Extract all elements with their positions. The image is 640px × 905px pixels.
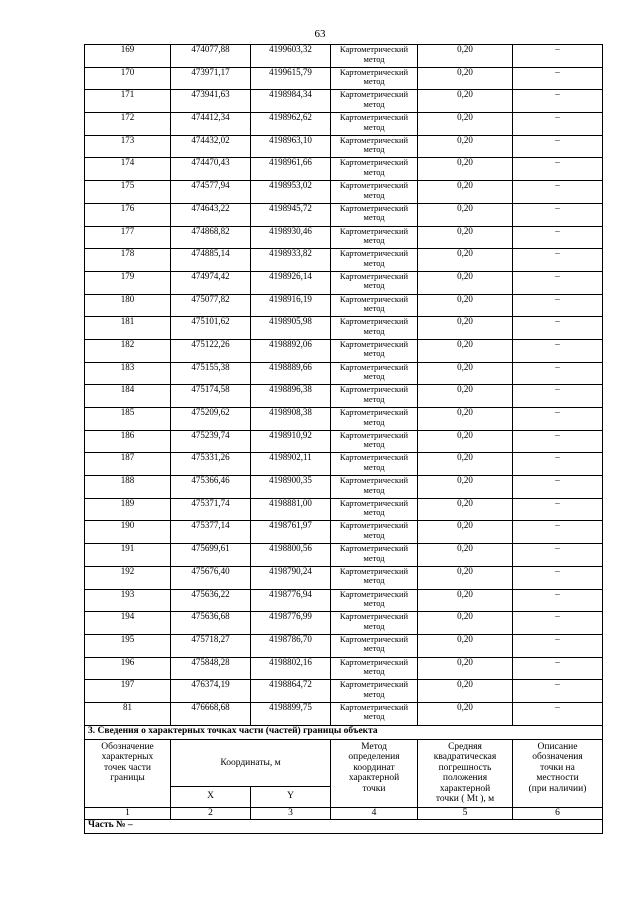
description-cell: – — [513, 453, 603, 476]
x-coordinate-cell: 475174,58 — [171, 385, 251, 408]
table-row — [85, 634, 603, 657]
method-cell — [331, 226, 418, 249]
method-line: Картометрический — [339, 657, 409, 667]
description-cell: – — [513, 612, 603, 635]
y-coordinate-cell: 4198761,97 — [251, 521, 331, 544]
column-number: 4 — [331, 807, 418, 819]
method-line: метод — [363, 98, 385, 109]
method-cell — [331, 566, 418, 589]
point-id-cell: 170 — [85, 67, 171, 90]
point-id-cell: 181 — [85, 317, 171, 340]
point-id-cell: 192 — [85, 566, 171, 589]
method-cell — [331, 521, 418, 544]
method-line: Картометрический — [339, 430, 409, 440]
x-coordinate-cell: 475366,46 — [171, 476, 251, 499]
point-id-cell: 187 — [85, 453, 171, 476]
point-id-cell: 173 — [85, 135, 171, 158]
point-id-cell: 197 — [85, 680, 171, 703]
method-line: метод — [363, 303, 385, 314]
method-line: метод — [363, 166, 385, 177]
table-row — [85, 362, 603, 385]
method-line: Картометрический — [339, 44, 409, 54]
table-row — [85, 430, 603, 453]
table-row — [85, 203, 603, 226]
method-line: метод — [363, 280, 385, 291]
method-cell — [331, 203, 418, 226]
y-coordinate-cell: 4198910,92 — [251, 430, 331, 453]
point-id-cell: 185 — [85, 408, 171, 431]
coordinates-table — [84, 44, 603, 834]
method-line: Картометрический — [339, 475, 409, 486]
column-number: 1 — [85, 807, 171, 819]
table-row — [85, 317, 603, 340]
table-row — [85, 453, 603, 476]
y-coordinate-cell: 4198892,06 — [251, 339, 331, 362]
method-line: метод — [363, 598, 385, 608]
table-row — [85, 589, 603, 612]
point-id-cell: 81 — [85, 702, 171, 725]
description-cell: – — [513, 113, 603, 136]
header-y: Y — [251, 786, 331, 807]
y-coordinate-cell: 4198916,19 — [251, 294, 331, 317]
x-coordinate-cell: 474412,34 — [171, 113, 251, 136]
x-coordinate-cell: 476668,68 — [171, 702, 251, 725]
method-line: Картометрический — [339, 248, 409, 259]
point-id-cell: 178 — [85, 249, 171, 272]
accuracy-cell: 0,20 — [418, 90, 513, 113]
description-cell: – — [513, 339, 603, 362]
table-row — [85, 521, 603, 544]
accuracy-cell: 0,20 — [418, 249, 513, 272]
table-row — [85, 249, 603, 272]
accuracy-cell: 0,20 — [418, 294, 513, 317]
description-cell: – — [513, 362, 603, 385]
y-coordinate-cell: 4198899,75 — [251, 702, 331, 725]
y-coordinate-cell: 4199615,79 — [251, 67, 331, 90]
accuracy-cell: 0,20 — [418, 113, 513, 136]
method-cell — [331, 702, 418, 725]
table-row — [85, 271, 603, 294]
x-coordinate-cell: 475636,22 — [171, 589, 251, 612]
method-line: метод — [363, 325, 385, 336]
accuracy-cell: 0,20 — [418, 702, 513, 725]
method-line: метод — [363, 575, 385, 586]
y-coordinate-cell: 4198902,11 — [251, 453, 331, 476]
coordinates-table-body — [85, 45, 603, 726]
accuracy-cell: 0,20 — [418, 158, 513, 181]
point-id-cell: 171 — [85, 90, 171, 113]
x-coordinate-cell: 475699,61 — [171, 544, 251, 567]
table-row — [85, 566, 603, 589]
method-line: Картометрический — [339, 67, 409, 77]
description-cell: – — [513, 249, 603, 272]
table-row — [85, 135, 603, 158]
table-row — [85, 680, 603, 703]
point-id-cell: 169 — [85, 45, 171, 68]
description-cell: – — [513, 430, 603, 453]
method-line: Картометрический — [339, 702, 409, 712]
point-id-cell: 196 — [85, 657, 171, 680]
method-cell — [331, 498, 418, 521]
method-line: метод — [363, 257, 385, 268]
x-coordinate-cell: 475371,74 — [171, 498, 251, 521]
x-coordinate-cell: 474432,02 — [171, 135, 251, 158]
method-line: Картометрический — [339, 157, 409, 168]
method-cell — [331, 408, 418, 431]
accuracy-cell: 0,20 — [418, 135, 513, 158]
method-line: метод — [363, 144, 385, 155]
table-row — [85, 90, 603, 113]
method-line: метод — [363, 53, 385, 64]
y-coordinate-cell: 4198926,14 — [251, 271, 331, 294]
point-id-cell: 193 — [85, 589, 171, 612]
method-line: метод — [363, 552, 385, 563]
x-coordinate-cell: 475718,27 — [171, 634, 251, 657]
method-line: Картометрический — [339, 362, 409, 372]
method-line: метод — [363, 212, 385, 223]
y-coordinate-cell: 4198881,00 — [251, 498, 331, 521]
accuracy-cell: 0,20 — [418, 566, 513, 589]
method-line: метод — [363, 711, 385, 722]
method-line: Картометрический — [339, 226, 409, 236]
method-line: Картометрический — [339, 543, 409, 554]
method-line: Картометрический — [339, 407, 409, 417]
description-cell: – — [513, 90, 603, 113]
accuracy-cell: 0,20 — [418, 589, 513, 612]
y-coordinate-cell: 4198905,98 — [251, 317, 331, 340]
method-line: метод — [363, 416, 385, 427]
method-cell — [331, 385, 418, 408]
method-cell — [331, 181, 418, 204]
y-coordinate-cell: 4198930,46 — [251, 226, 331, 249]
section3-header-row — [85, 739, 603, 786]
description-cell: – — [513, 271, 603, 294]
description-cell: – — [513, 634, 603, 657]
column-number: 2 — [171, 807, 251, 819]
table-row — [85, 657, 603, 680]
description-cell: – — [513, 385, 603, 408]
point-id-cell: 172 — [85, 113, 171, 136]
accuracy-cell: 0,20 — [418, 362, 513, 385]
x-coordinate-cell: 475209,62 — [171, 408, 251, 431]
x-coordinate-cell: 474577,94 — [171, 181, 251, 204]
column-number: 6 — [513, 807, 603, 819]
description-cell: – — [513, 589, 603, 612]
accuracy-cell: 0,20 — [418, 271, 513, 294]
method-line: Картометрический — [339, 112, 409, 123]
accuracy-cell: 0,20 — [418, 657, 513, 680]
y-coordinate-cell: 4198790,24 — [251, 566, 331, 589]
x-coordinate-cell: 474643,22 — [171, 203, 251, 226]
point-id-cell: 184 — [85, 385, 171, 408]
method-line: метод — [363, 348, 385, 359]
method-cell — [331, 67, 418, 90]
description-cell: – — [513, 408, 603, 431]
accuracy-cell: 0,20 — [418, 430, 513, 453]
description-cell: – — [513, 544, 603, 567]
y-coordinate-cell: 4198945,72 — [251, 203, 331, 226]
method-cell — [331, 45, 418, 68]
point-id-cell: 191 — [85, 544, 171, 567]
y-coordinate-cell: 4198864,72 — [251, 680, 331, 703]
accuracy-cell: 0,20 — [418, 634, 513, 657]
method-line: метод — [363, 529, 385, 540]
method-cell — [331, 271, 418, 294]
description-cell: – — [513, 317, 603, 340]
page-number: 63 — [314, 28, 326, 40]
x-coordinate-cell: 476374,19 — [171, 680, 251, 703]
description-cell: – — [513, 135, 603, 158]
accuracy-cell: 0,20 — [418, 521, 513, 544]
description-cell: – — [513, 702, 603, 725]
method-cell — [331, 362, 418, 385]
description-cell: – — [513, 158, 603, 181]
method-cell — [331, 657, 418, 680]
table-row — [85, 158, 603, 181]
method-line: Картометрический — [339, 339, 409, 349]
method-cell — [331, 135, 418, 158]
description-cell: – — [513, 680, 603, 703]
method-cell — [331, 634, 418, 657]
method-line: метод — [363, 461, 385, 472]
accuracy-cell: 0,20 — [418, 680, 513, 703]
description-cell: – — [513, 45, 603, 68]
method-line: Картометрический — [339, 135, 409, 145]
description-cell: – — [513, 294, 603, 317]
y-coordinate-cell: 4198800,56 — [251, 544, 331, 567]
point-id-cell: 194 — [85, 612, 171, 635]
description-cell: – — [513, 566, 603, 589]
point-id-cell: 183 — [85, 362, 171, 385]
method-line: Картометрический — [339, 203, 409, 213]
method-line: метод — [363, 371, 385, 382]
method-cell — [331, 90, 418, 113]
method-cell — [331, 113, 418, 136]
point-id-cell: 188 — [85, 476, 171, 499]
accuracy-cell: 0,20 — [418, 612, 513, 635]
method-line: Картометрический — [339, 180, 409, 191]
method-cell — [331, 453, 418, 476]
method-cell — [331, 249, 418, 272]
method-line: Картометрический — [339, 589, 409, 599]
y-coordinate-cell: 4198776,94 — [251, 589, 331, 612]
method-line: Картометрический — [339, 634, 409, 644]
accuracy-cell: 0,20 — [418, 476, 513, 499]
method-line: метод — [363, 484, 385, 495]
section3-title: 3. Сведения о характерных точках части (частей) границы объекта — [85, 725, 603, 739]
accuracy-cell: 0,20 — [418, 453, 513, 476]
x-coordinate-cell: 473971,17 — [171, 67, 251, 90]
y-coordinate-cell: 4198984,34 — [251, 90, 331, 113]
method-line: метод — [363, 507, 385, 518]
x-coordinate-cell: 475377,14 — [171, 521, 251, 544]
point-id-cell: 182 — [85, 339, 171, 362]
table-row — [85, 702, 603, 725]
x-coordinate-cell: 474868,82 — [171, 226, 251, 249]
method-line: метод — [363, 235, 385, 245]
x-coordinate-cell: 475676,40 — [171, 566, 251, 589]
point-id-cell: 195 — [85, 634, 171, 657]
method-line: Картометрический — [339, 384, 409, 395]
accuracy-cell: 0,20 — [418, 203, 513, 226]
method-line: метод — [363, 688, 385, 699]
header-description: Описание обозначения точки на местности (при наличии) — [513, 739, 603, 807]
y-coordinate-cell: 4198786,70 — [251, 634, 331, 657]
table-row — [85, 476, 603, 499]
x-coordinate-cell: 475101,62 — [171, 317, 251, 340]
y-coordinate-cell: 4198776,99 — [251, 612, 331, 635]
header-method: Метод определения координат характерной точки — [331, 739, 418, 807]
x-coordinate-cell: 475155,38 — [171, 362, 251, 385]
point-id-cell: 189 — [85, 498, 171, 521]
y-coordinate-cell: 4198889,66 — [251, 362, 331, 385]
description-cell: – — [513, 203, 603, 226]
description-cell: – — [513, 498, 603, 521]
table-row — [85, 498, 603, 521]
description-cell: – — [513, 476, 603, 499]
x-coordinate-cell: 474885,14 — [171, 249, 251, 272]
point-id-cell: 175 — [85, 181, 171, 204]
method-line: метод — [363, 76, 385, 87]
part-row — [85, 819, 603, 833]
accuracy-cell: 0,20 — [418, 498, 513, 521]
point-id-cell: 174 — [85, 158, 171, 181]
method-cell — [331, 612, 418, 635]
description-cell: – — [513, 521, 603, 544]
y-coordinate-cell: 4198908,38 — [251, 408, 331, 431]
description-cell: – — [513, 67, 603, 90]
table-row — [85, 339, 603, 362]
method-cell — [331, 158, 418, 181]
method-line: Картометрический — [339, 520, 409, 531]
header-coordinates: Координаты, м — [171, 739, 331, 786]
x-coordinate-cell: 475848,28 — [171, 657, 251, 680]
description-cell: – — [513, 657, 603, 680]
table-row — [85, 113, 603, 136]
y-coordinate-cell: 4198961,66 — [251, 158, 331, 181]
accuracy-cell: 0,20 — [418, 339, 513, 362]
table-row — [85, 45, 603, 68]
method-line: метод — [363, 666, 385, 677]
method-line: метод — [363, 393, 385, 404]
table-row — [85, 294, 603, 317]
x-coordinate-cell: 474470,43 — [171, 158, 251, 181]
method-cell — [331, 430, 418, 453]
header-x: X — [171, 786, 251, 807]
description-cell: – — [513, 226, 603, 249]
method-cell — [331, 680, 418, 703]
table-row — [85, 385, 603, 408]
method-cell — [331, 476, 418, 499]
accuracy-cell: 0,20 — [418, 544, 513, 567]
method-cell — [331, 294, 418, 317]
table-row — [85, 67, 603, 90]
method-cell — [331, 339, 418, 362]
method-line: метод — [363, 189, 385, 200]
point-id-cell: 177 — [85, 226, 171, 249]
description-cell: – — [513, 181, 603, 204]
y-coordinate-cell: 4198933,82 — [251, 249, 331, 272]
column-number: 5 — [418, 807, 513, 819]
x-coordinate-cell: 475636,68 — [171, 612, 251, 635]
y-coordinate-cell: 4198802,16 — [251, 657, 331, 680]
method-line: Картометрический — [339, 316, 409, 327]
table-row — [85, 612, 603, 635]
x-coordinate-cell: 475077,82 — [171, 294, 251, 317]
header-point-designation: Обозначение характерных точек части границы — [85, 739, 171, 807]
accuracy-cell: 0,20 — [418, 385, 513, 408]
column-number: 3 — [251, 807, 331, 819]
point-id-cell: 179 — [85, 271, 171, 294]
x-coordinate-cell: 475122,26 — [171, 339, 251, 362]
y-coordinate-cell: 4198962,62 — [251, 113, 331, 136]
y-coordinate-cell: 4198963,10 — [251, 135, 331, 158]
y-coordinate-cell: 4199603,32 — [251, 45, 331, 68]
method-line: Картометрический — [339, 679, 409, 690]
method-line: Картометрический — [339, 271, 409, 281]
method-line: метод — [363, 643, 385, 654]
accuracy-cell: 0,20 — [418, 45, 513, 68]
section3-table-part — [85, 725, 603, 833]
point-id-cell: 180 — [85, 294, 171, 317]
method-line: Картометрический — [339, 566, 409, 576]
method-line: Картометрический — [339, 294, 409, 304]
table-row — [85, 181, 603, 204]
accuracy-cell: 0,20 — [418, 181, 513, 204]
method-cell — [331, 544, 418, 567]
y-coordinate-cell: 4198953,02 — [251, 181, 331, 204]
y-coordinate-cell: 4198896,38 — [251, 385, 331, 408]
accuracy-cell: 0,20 — [418, 67, 513, 90]
table-row — [85, 408, 603, 431]
method-line: Картометрический — [339, 498, 409, 508]
method-line: метод — [363, 620, 385, 631]
method-line: метод — [363, 121, 385, 132]
x-coordinate-cell: 474077,88 — [171, 45, 251, 68]
header-accuracy: Средняя квадратическая погрешность положения характерной точки ( Mt ), м — [418, 739, 513, 807]
method-line: Картометрический — [339, 89, 409, 100]
method-cell — [331, 317, 418, 340]
accuracy-cell: 0,20 — [418, 408, 513, 431]
method-line: метод — [363, 439, 385, 450]
x-coordinate-cell: 473941,63 — [171, 90, 251, 113]
point-id-cell: 190 — [85, 521, 171, 544]
column-numbers-row — [85, 807, 603, 819]
accuracy-cell: 0,20 — [418, 317, 513, 340]
y-coordinate-cell: 4198900,35 — [251, 476, 331, 499]
method-line: Картометрический — [339, 452, 409, 463]
method-line: Картометрический — [339, 611, 409, 622]
table-row — [85, 544, 603, 567]
point-id-cell: 176 — [85, 203, 171, 226]
accuracy-cell: 0,20 — [418, 226, 513, 249]
point-id-cell: 186 — [85, 430, 171, 453]
x-coordinate-cell: 475331,26 — [171, 453, 251, 476]
part-label: Часть № – — [85, 819, 603, 833]
x-coordinate-cell: 475239,74 — [171, 430, 251, 453]
section3-title-row — [85, 725, 603, 739]
method-cell — [331, 589, 418, 612]
x-coordinate-cell: 474974,42 — [171, 271, 251, 294]
table-row — [85, 226, 603, 249]
